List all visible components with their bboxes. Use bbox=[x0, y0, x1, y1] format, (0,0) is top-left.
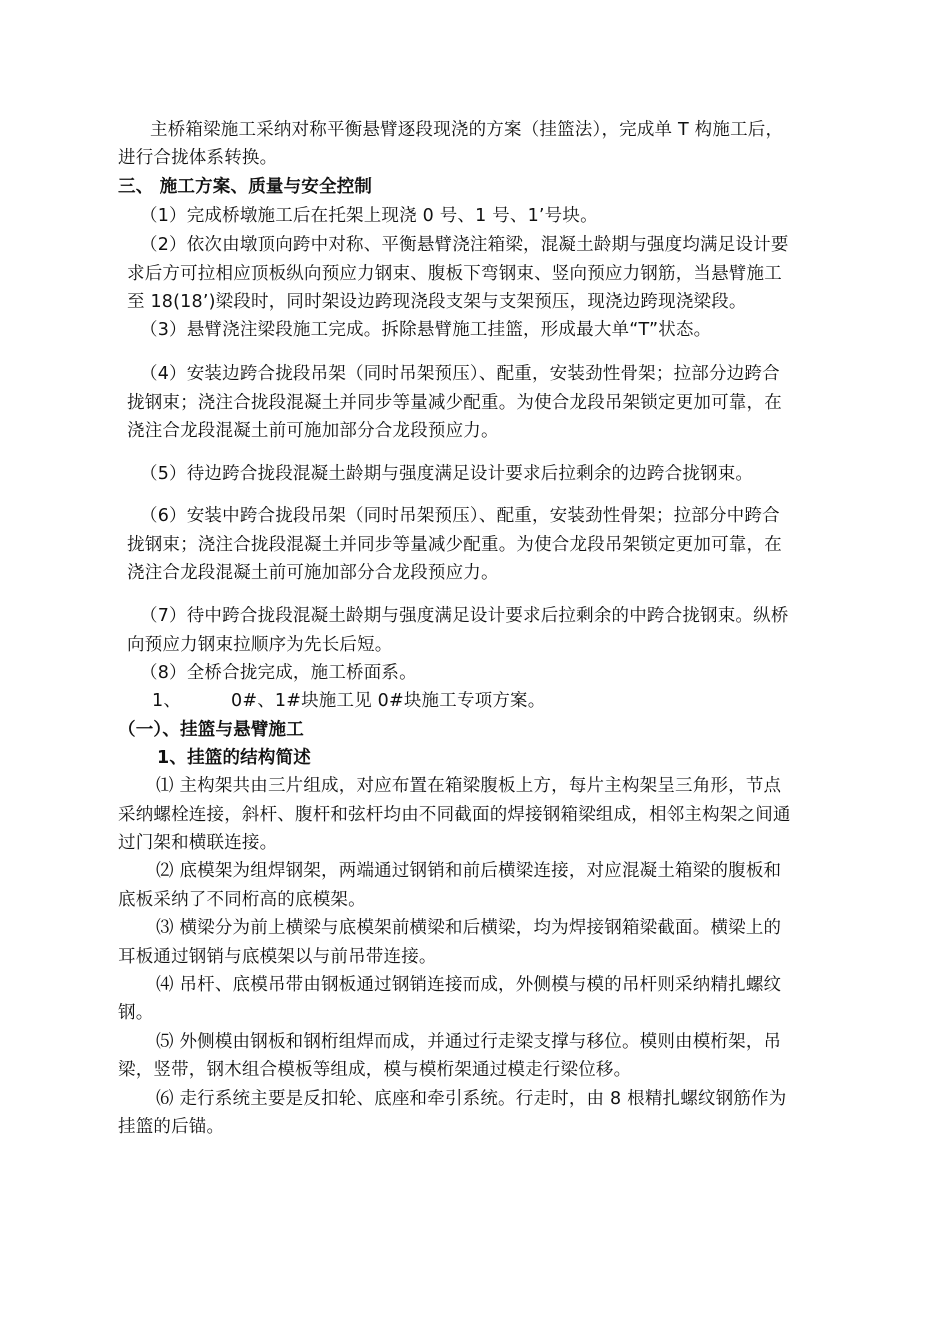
item-1-number: 1、 bbox=[152, 691, 182, 711]
step-8: （8）全桥合拢完成，施工桥面系。 bbox=[140, 663, 417, 683]
subsection-heading: （一）、挂篮与悬臂施工 bbox=[118, 720, 304, 740]
structure-1-line-3: 过门架和横联连接。 bbox=[118, 833, 278, 853]
structure-2-line-1: ⑵ 底模架为组焊钢架，两端通过钢销和前后横梁连接，对应混凝土箱梁的腹板和 bbox=[156, 861, 782, 881]
structure-1-line-1: ⑴ 主构架共由三片组成，对应布置在箱梁腹板上方，每片主构架呈三角形，节点 bbox=[156, 776, 782, 796]
step-4-line-1: （4）安装边跨合拢段吊架（同时吊架预压）、配重，安装劲性骨架；拉部分边跨合 bbox=[140, 364, 780, 384]
step-2-line-1: （2）依次由墩顶向跨中对称、平衡悬臂浇注箱梁，混凝土龄期与强度均满足设计要 bbox=[140, 235, 789, 255]
step-6-line-1: （6）安装中跨合拢段吊架（同时吊架预压）、配重，安装劲性骨架；拉部分中跨合 bbox=[140, 506, 780, 526]
step-7-line-2: 向预应力钢束拉顺序为先长后短。 bbox=[127, 635, 393, 655]
structure-6-line-2: 挂篮的后锚。 bbox=[118, 1117, 225, 1137]
structure-4-line-1: ⑷ 吊杆、底模吊带由钢板通过钢销连接而成，外侧模与模的吊杆则采纳精扎螺纹 bbox=[156, 975, 782, 995]
step-2-line-2: 求后方可拉相应顶板纵向预应力钢束、腹板下弯钢束、竖向预应力钢筋，当悬臂施工 bbox=[127, 264, 782, 284]
step-2-line-3: 至 18(18’)梁段时，同时架设边跨现浇段支架与支架预压，现浇边跨现浇梁段。 bbox=[127, 292, 747, 312]
intro-line-2: 进行合拢体系转换。 bbox=[118, 148, 278, 168]
structure-3-line-2: 耳板通过钢销与底模架以与前吊带连接。 bbox=[118, 947, 437, 967]
structure-6-line-1: ⑹ 走行系统主要是反扣轮、底座和牵引系统。行走时，由 8 根精扎螺纹钢筋作为 bbox=[156, 1089, 787, 1109]
step-7-line-1: （7）待中跨合拢段混凝土龄期与强度满足设计要求后拉剩余的中跨合拢钢束。纵桥 bbox=[140, 606, 789, 626]
step-1: （1）完成桥墩施工后在托架上现浇 0 号、1 号、1’号块。 bbox=[140, 206, 598, 226]
subsection-item-heading: 1、挂篮的结构简述 bbox=[157, 748, 311, 768]
step-3: （3）悬臂浇注梁段施工完成。拆除悬臂施工挂篮，形成最大单“T”状态。 bbox=[140, 320, 712, 340]
section-heading: 三、 施工方案、质量与安全控制 bbox=[118, 177, 373, 197]
structure-5-line-1: ⑸ 外侧模由钢板和钢桁组焊而成，并通过行走梁支撑与移位。模则由模桁架，吊 bbox=[156, 1032, 782, 1052]
structure-4-line-2: 钢。 bbox=[118, 1003, 154, 1023]
structure-2-line-2: 底板采纳了不同桁高的底模架。 bbox=[118, 890, 366, 910]
structure-3-line-1: ⑶ 横梁分为前上横梁与底模架前横梁和后横梁，均为焊接钢箱梁截面。横梁上的 bbox=[156, 918, 782, 938]
step-4-line-2: 拢钢束；浇注合拢段混凝土并同步等量减少配重。为使合龙段吊架锁定更加可靠，在 bbox=[127, 393, 782, 413]
item-1-text: 0#、1#块施工见 0#块施工专项方案。 bbox=[231, 691, 546, 711]
step-4-line-3: 浇注合龙段混凝土前可施加部分合龙段预应力。 bbox=[127, 421, 499, 441]
step-6-line-2: 拢钢束；浇注合拢段混凝土并同步等量减少配重。为使合龙段吊架锁定更加可靠，在 bbox=[127, 535, 782, 555]
step-5: （5）待边跨合拢段混凝土龄期与强度满足设计要求后拉剩余的边跨合拢钢束。 bbox=[140, 464, 754, 484]
step-6-line-3: 浇注合龙段混凝土前可施加部分合龙段预应力。 bbox=[127, 563, 499, 583]
structure-5-line-2: 梁，竖带，钢木组合模板等组成，模与模桁架通过模走行梁位移。 bbox=[118, 1060, 632, 1080]
structure-1-line-2: 采纳螺栓连接，斜杆、腹杆和弦杆均由不同截面的焊接钢箱梁组成，相邻主构架之间通 bbox=[118, 805, 791, 825]
intro-line-1: 主桥箱梁施工采纳对称平衡悬臂逐段现浇的方案（挂篮法），完成单 T 构施工后， bbox=[150, 120, 784, 140]
